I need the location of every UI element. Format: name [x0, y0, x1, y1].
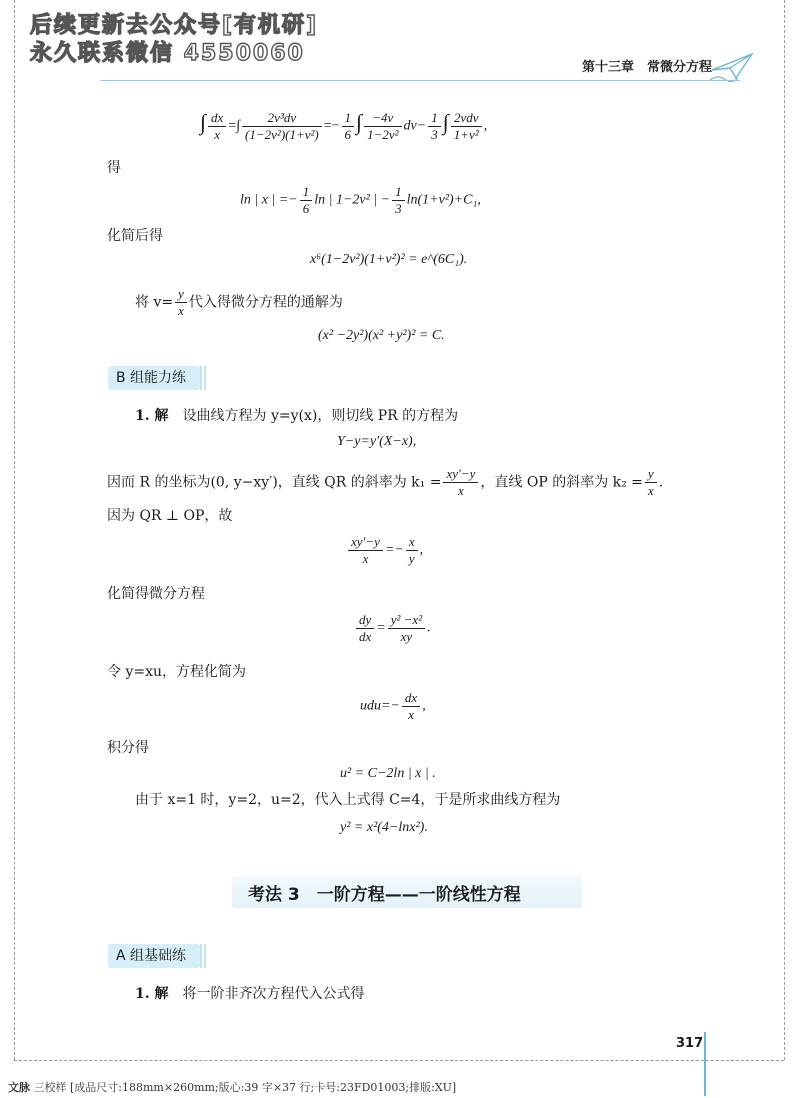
equation-substituted: udu=− $\frac{dx}{x}$ ,	[360, 690, 426, 722]
group-b-line-2: 因而 R 的坐标为(0, y−xy′)，直线 QR 的斜率为 k₁ = $\frac{xy'-y}{x}$ ，直线 OP 的斜率为 k₂ = $\frac{y}{x}$ .	[107, 466, 664, 498]
problem-number: 1. 解	[135, 986, 169, 1002]
header-rule	[100, 80, 740, 81]
group-b-line-7: 由于 x=1 时，y=2，u=2，代入上式得 C=4，于是所求曲线方程为	[135, 792, 561, 808]
equation-integral-split: ∫ $\frac{dx}{x}$ =∫ $\frac{\text{2v³dv}}{\text{(1−2v²)(1+v²)}}$ =− $\frac{1}{6}$ ∫ $\frac{-4v}{\text{1−2v²}}$ dv− $\frac{1}{3}$ ∫ $\frac{\text{2vdv}}{\text{1+v²}}$ ,	[200, 109, 488, 142]
page-border-left	[14, 0, 15, 1060]
text-substitute: 将 v= $\frac{y}{x}$ 代入得微分方程的通解为	[135, 286, 343, 318]
group-b-line-3: 因为 QR ⊥ OP，故	[107, 508, 233, 524]
equation-tangent: Y−y=y′(X−x),	[337, 434, 417, 449]
group-b-line-5: 令 y=xu，方程化简为	[107, 664, 247, 680]
page-number: 317	[676, 1036, 704, 1051]
watermark-line-2: 永久联系微信 4550060	[30, 41, 305, 66]
chapter-header: 第十三章 常微分方程	[582, 60, 713, 75]
equation-simplified: x⁶(1−2v²)(1+v²)² = e^(6C₁).	[310, 252, 468, 267]
text-de: 得	[107, 160, 121, 176]
watermark-line-1: 后续更新去公众号[有机研]	[30, 13, 319, 38]
page-border-right	[784, 0, 785, 1060]
section-title: 考法 3 一阶方程——一阶线性方程	[248, 885, 521, 905]
paper-plane-icon	[708, 50, 756, 84]
equation-log-solution: ln | x | =− $\frac{1}{6}$ ln | 1−2v² | − $\frac{1}{3}$ ln(1+v²)+C₁,	[240, 184, 481, 216]
footer-text: 三校样 [成品尺寸:188mm×260mm;版心:39 字×37 行;卡号:23FD01003;排版:XU]	[33, 1081, 457, 1094]
equation-differential: $\frac{dy}{dx}$ = $\frac{\text{y² −x²}}{xy}$ .	[354, 612, 431, 645]
group-a-label: A 组基础练	[108, 944, 200, 968]
equation-perpendicular: $\frac{xy'-y}{x}$ =− $\frac{x}{y}$ ,	[346, 534, 423, 567]
group-b-line-6: 积分得	[107, 740, 149, 756]
group-b-label: B 组能力练	[108, 366, 200, 390]
group-a-problem-1-line-1: 1. 解 将一阶非齐次方程代入公式得	[135, 986, 365, 1002]
group-b-problem-1-line-1: 1. 解 设曲线方程为 y=y(x)，则切线 PR 的方程为	[135, 408, 459, 424]
print-footer	[8, 1079, 456, 1095]
equation-final-curve: y² = x²(4−lnx²).	[340, 820, 428, 835]
footer-label: 文脉	[8, 1081, 30, 1094]
text-simplify: 化简后得	[107, 228, 163, 244]
group-b-line-4: 化简得微分方程	[107, 586, 205, 602]
page-border-bottom	[14, 1060, 784, 1061]
equation-integrated: u² = C−2ln | x | .	[340, 766, 436, 781]
problem-number: 1. 解	[135, 408, 169, 424]
page-number-rule	[704, 1032, 706, 1096]
equation-general-solution: (x² −2y²)(x² +y²)² = C.	[318, 328, 445, 343]
